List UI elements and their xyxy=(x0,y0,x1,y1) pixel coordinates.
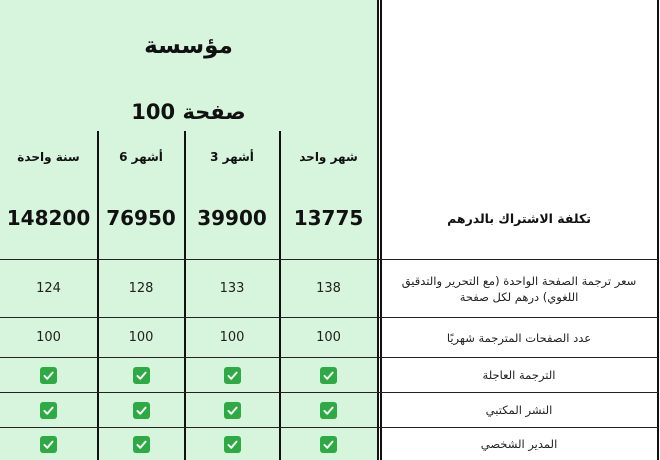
check-icon xyxy=(133,436,150,453)
feature-cell xyxy=(280,393,377,427)
check-icon xyxy=(320,367,337,384)
feature-cell xyxy=(185,358,279,392)
feature-cell xyxy=(185,428,279,460)
check-icon xyxy=(224,402,241,419)
page-price-3-months: 133 xyxy=(219,281,245,296)
check-icon xyxy=(224,367,241,384)
period-1-month: شهر واحد xyxy=(299,150,358,164)
page-price-1-month: 138 xyxy=(316,281,341,296)
feature-cell xyxy=(280,428,377,460)
plan-pages: 100 صفحة xyxy=(131,100,246,124)
page-price-1-year: 124 xyxy=(36,281,61,296)
feature-cell xyxy=(185,393,279,427)
check-icon xyxy=(40,402,57,419)
feature-cell xyxy=(98,393,184,427)
feature-cell xyxy=(0,358,97,392)
period-3-months: 3 أشهر xyxy=(210,150,254,164)
check-icon xyxy=(133,402,150,419)
row-label-personal-manager: المدير الشخصي xyxy=(480,437,558,451)
plan-title: مؤسسة xyxy=(144,33,233,59)
feature-cell xyxy=(0,428,97,460)
feature-cell xyxy=(98,428,184,460)
price-1-month: 13775 xyxy=(293,206,364,230)
price-1-year: 148200 xyxy=(6,206,91,230)
feature-cell xyxy=(0,393,97,427)
check-icon xyxy=(320,436,337,453)
check-icon xyxy=(40,436,57,453)
price-3-months: 39900 xyxy=(197,206,267,230)
page-price-6-months: 128 xyxy=(128,281,154,296)
row-label-monthly-pages: عدد الصفحات المترجمة شهريًا xyxy=(446,330,592,345)
row-label-page-price: سعر ترجمة الصفحة الواحدة (مع التحرير والتدقيق اللغوي) درهم لكل صفحة xyxy=(401,273,637,304)
row-label-desktop-publishing: النشر المكتبي xyxy=(485,403,553,417)
check-icon xyxy=(224,436,241,453)
price-6-months: 76950 xyxy=(106,206,176,230)
feature-cell xyxy=(280,358,377,392)
monthly-pages-1-year: 100 xyxy=(36,330,61,345)
feature-cell xyxy=(98,358,184,392)
check-icon xyxy=(320,402,337,419)
row-label-urgent-translation: الترجمة العاجلة xyxy=(482,368,556,382)
period-1-year: سنة واحدة xyxy=(17,150,80,164)
monthly-pages-1-month: 100 xyxy=(316,330,341,345)
check-icon xyxy=(133,367,150,384)
period-6-months: 6 أشهر xyxy=(119,150,163,164)
monthly-pages-3-months: 100 xyxy=(219,330,245,345)
monthly-pages-6-months: 100 xyxy=(128,330,154,345)
subscription-cost-label: تكلفة الاشتراك بالدرهم xyxy=(447,210,591,226)
check-icon xyxy=(40,367,57,384)
